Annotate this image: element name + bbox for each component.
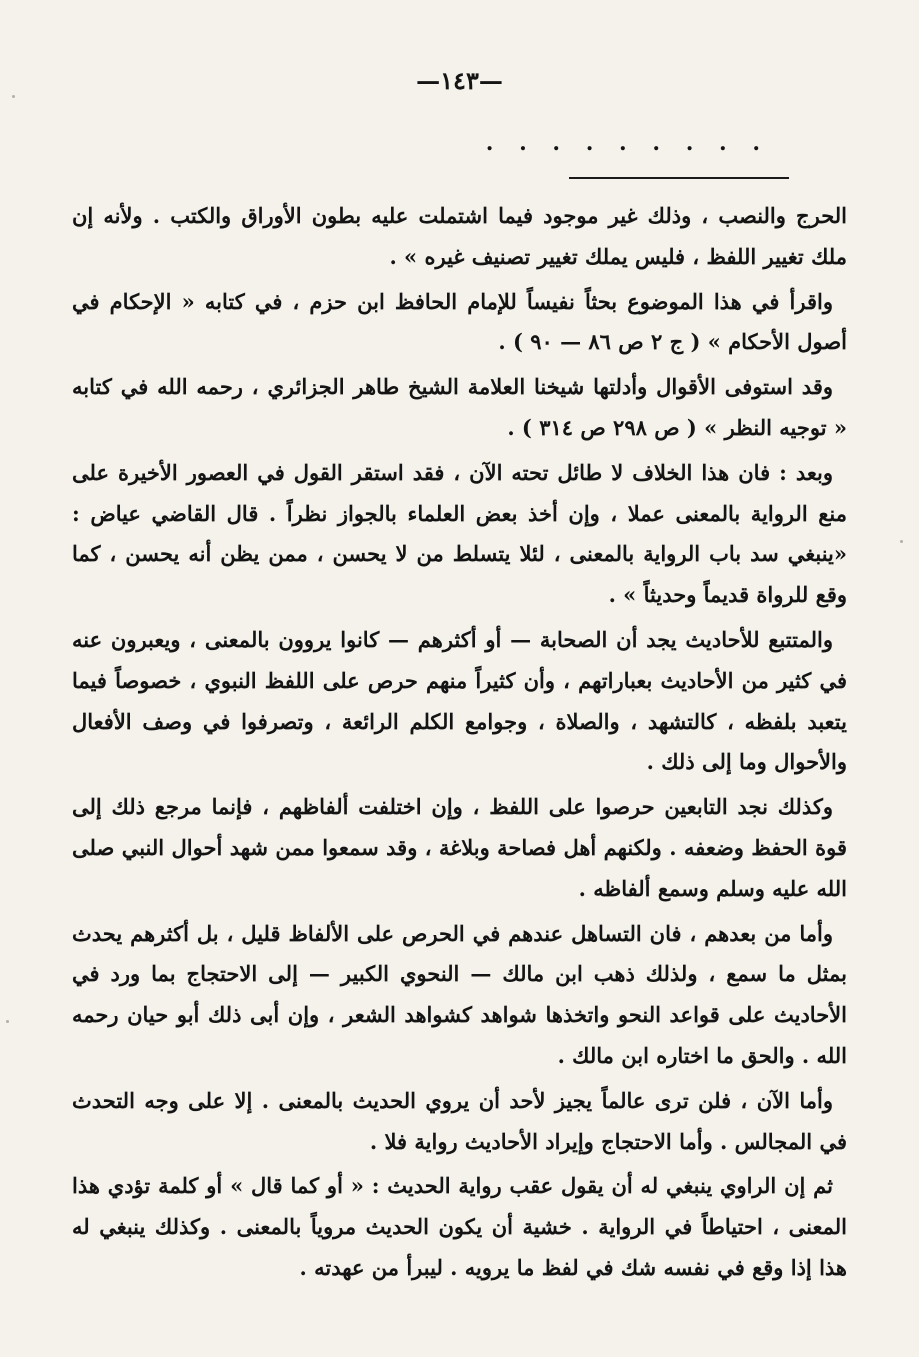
paragraph-9: ثم إن الراوي ينبغي له أن يقول عقب رواية الحديث : « أو كما قال » أو كلمة تؤدي هذا المعنى ، احتياطاً في الرواية . خشية أن يكون الحديث مروياً بالمعنى . وكذلك ينبغي له هذا إذا وقع في نفسه شك في لفظ ما يرويه . ليبرأ من عهدته . bbox=[72, 1173, 847, 1280]
paragraph-7: وأما من بعدهم ، فان التساهل عندهم في الحرص على الألفاظ قليل ، بل أكثرهم يحدث بمثل ما سمع ، ولذلك ذهب ابن مالك — النحوي الكبير — إلى الاحتجاج بما ورد في الأحاديث على قواعد النحو واتخذها شواهد كشواهد الشعر ، وإن أبى ذلك أبو حيان رحمه الله . والحق ما اختاره ابن مالك . bbox=[72, 920, 847, 1068]
body-text bbox=[72, 196, 847, 1293]
page-number: —١٤٣— bbox=[416, 66, 503, 95]
paragraph-1: الحرج والنصب ، وذلك غير موجود فيما اشتملت عليه بطون الأوراق والكتب . ولأنه إن ملك تغيير اللفظ ، فليس يملك تغيير تصنيف غيره » . bbox=[72, 203, 847, 269]
paragraph-4: وبعد : فان هذا الخلاف لا طائل تحته الآن ، فقد استقر القول في العصور الأخيرة على منع الرواية بالمعنى عملا ، وإن أخذ بعض العلماء بالجواز نظراً . قال القاضي عياض : «ينبغي سد باب الرواية بالمعنى ، لئلا يتسلط من لا يحسن ، ممن يظن أنه يحسن ، كما وقع للرواة قديماً وحديثاً » . bbox=[72, 459, 847, 608]
scan-speck bbox=[12, 95, 15, 98]
section-divider bbox=[569, 177, 789, 179]
paragraph-3: وقد استوفى الأقوال وأدلتها شيخنا العلامة الشيخ طاهر الجزائري ، رحمه الله في كتابه « توجيه النظر » ( ص ٢٩٨ ص ٣١٤ ) . bbox=[72, 374, 847, 440]
scan-speck bbox=[900, 540, 903, 543]
paragraph-6: وكذلك نجد التابعين حرصوا على اللفظ ، وإن اختلفت ألفاظهم ، فإنما مرجع ذلك إلى قوة الحفظ وضعفه . ولكنهم أهل فصاحة وبلاغة ، وقد سمعوا ممن شهد أحوال النبي صلى الله عليه وسلم وسمع ألفاظه . bbox=[72, 794, 847, 901]
scan-speck bbox=[6, 1020, 9, 1023]
ellipsis-marker: . . . . . . . . . bbox=[485, 130, 769, 156]
paragraph-8: وأما الآن ، فلن ترى عالماً يجيز لأحد أن يروي الحديث بالمعنى . إلا على وجه التحدث في المجالس . وأما الاحتجاج وإيراد الأحاديث رواية فلا . bbox=[72, 1087, 847, 1154]
paragraph-2: واقرأ في هذا الموضوع بحثاً نفيساً للإمام الحافظ ابن حزم ، في كتابه « الإحكام في أصول الأحكام » ( ج ٢ ص ٨٦ — ٩٠ ) . bbox=[72, 288, 847, 355]
paragraph-5: والمتتبع للأحاديث يجد أن الصحابة — أو أكثرهم — كانوا يروون بالمعنى ، ويعبرون عنه في كثير من الأحاديث بعباراتهم ، وأن كثيراً منهم حرص على اللفظ النبوي ، خصوصاً فيما يتعبد بلفظه ، كالتشهد ، والصلاة ، وجوامع الكلم الرائعة ، وتصرفوا في وصف الأفعال والأحوال وما إلى ذلك . bbox=[72, 626, 847, 775]
